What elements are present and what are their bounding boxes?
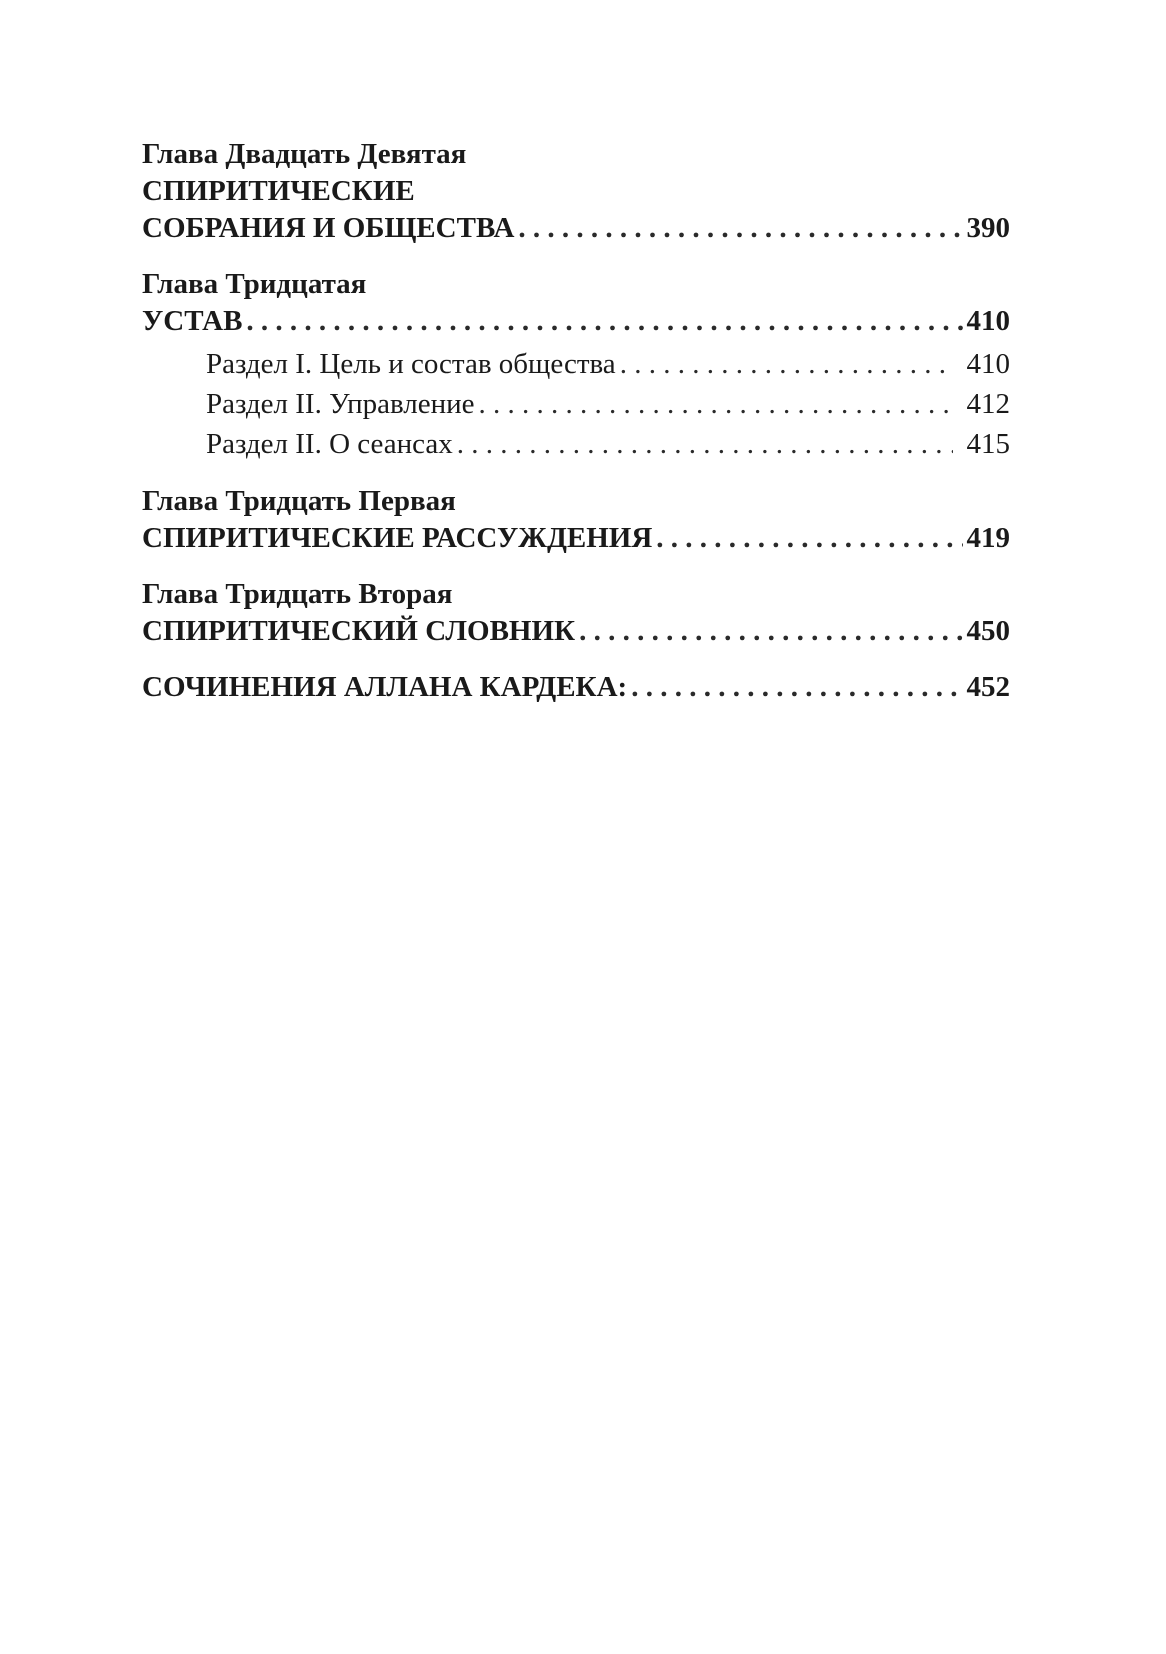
page-number: 415 xyxy=(966,428,1010,460)
chapter-title: СПИРИТИЧЕСКИЕ РАССУЖДЕНИЯ xyxy=(142,522,653,554)
chapter-label: Глава Тридцать Вторая xyxy=(142,578,453,610)
toc-entry[interactable] xyxy=(142,210,1010,247)
toc-chapter xyxy=(142,483,1010,557)
toc-entry[interactable] xyxy=(142,669,1010,706)
chapter-label: Глава Двадцать Девятая xyxy=(142,138,467,170)
toc-entry[interactable] xyxy=(142,613,1010,650)
page-number: 410 xyxy=(966,348,1010,380)
toc-chapter xyxy=(142,136,1010,247)
chapter-label: Глава Тридцатая xyxy=(142,268,367,300)
page-number: 419 xyxy=(966,522,1010,554)
toc-section-entry[interactable] xyxy=(142,344,1010,384)
toc-chapter xyxy=(142,266,1010,464)
toc-entry[interactable] xyxy=(142,303,1010,340)
chapter-title: УСТАВ xyxy=(142,305,243,337)
page-number: 450 xyxy=(966,615,1010,647)
dot-leader xyxy=(620,344,953,384)
section-title: Раздел II. Управление xyxy=(206,388,475,420)
chapter-title-line: СПИРИТИЧЕСКИЕ xyxy=(142,175,415,207)
chapter-title: СПИРИТИЧЕСКИЙ СЛОВНИК xyxy=(142,615,576,647)
dot-leader xyxy=(656,520,962,557)
toc-entry[interactable] xyxy=(142,520,1010,557)
toc-section-entry[interactable] xyxy=(142,424,1010,464)
page-number: 410 xyxy=(966,305,1010,337)
chapter-label: Глава Тридцать Первая xyxy=(142,485,456,517)
page-number: 412 xyxy=(966,388,1010,420)
toc-chapter xyxy=(142,669,1010,706)
section-list xyxy=(142,344,1010,464)
page-number: 390 xyxy=(966,212,1010,244)
page-number: 452 xyxy=(966,671,1010,703)
section-title: Раздел I. Цель и состав общества xyxy=(206,348,616,380)
dot-leader xyxy=(579,613,962,650)
toc-chapter xyxy=(142,576,1010,650)
chapter-title: СОЧИНЕНИЯ АЛЛАНА КАРДЕКА: xyxy=(142,671,628,703)
toc-section-entry[interactable] xyxy=(142,384,1010,424)
dot-leader xyxy=(246,303,962,340)
dot-leader xyxy=(457,424,953,464)
table-of-contents xyxy=(142,136,1010,725)
dot-leader xyxy=(518,210,962,247)
dot-leader xyxy=(479,384,953,424)
chapter-title: СОБРАНИЯ И ОБЩЕСТВА xyxy=(142,212,515,244)
dot-leader xyxy=(631,669,962,706)
section-title: Раздел II. О сеансах xyxy=(206,428,453,460)
